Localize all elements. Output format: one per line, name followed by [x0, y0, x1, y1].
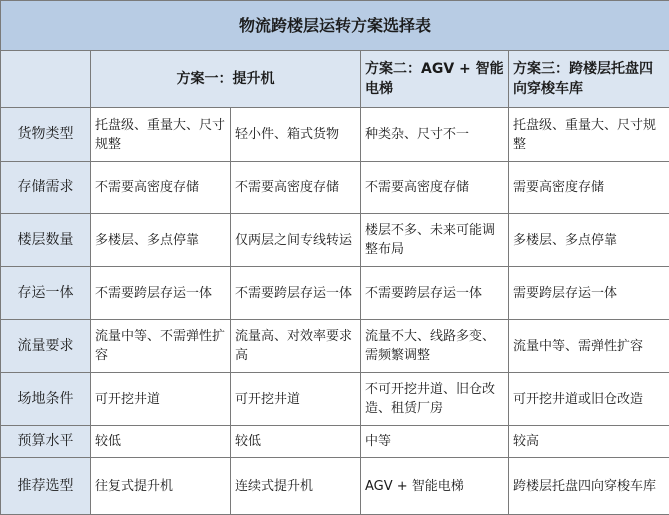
table-cell: 流量中等、需弹性扩容	[509, 320, 669, 373]
table-cell: 往复式提升机	[91, 458, 231, 515]
header-option-2: 方案二：AGV + 智能电梯	[361, 51, 509, 108]
table-cell: 种类杂、尺寸不一	[361, 108, 509, 162]
table-cell: 不需要跨层存运一体	[91, 267, 231, 320]
table-cell: 不需要高密度存储	[231, 162, 361, 214]
row-label: 楼层数量	[1, 214, 91, 267]
table-title: 物流跨楼层运转方案选择表	[1, 1, 669, 51]
table-row	[1, 458, 669, 515]
table-cell: 可开挖井道或旧仓改造	[509, 373, 669, 426]
row-label: 存运一体	[1, 267, 91, 320]
table-row	[1, 267, 669, 320]
table-cell: 不需要跨层存运一体	[361, 267, 509, 320]
header-option-3: 方案三：跨楼层托盘四向穿梭车库	[509, 51, 669, 108]
table-cell: 托盘级、重量大、尺寸规整	[91, 108, 231, 162]
row-label: 存储需求	[1, 162, 91, 214]
table-row	[1, 426, 669, 458]
table-cell: 流量不大、线路多变、需频繁调整	[361, 320, 509, 373]
table-row	[1, 162, 669, 214]
table-cell: 中等	[361, 426, 509, 458]
header-corner-cell	[1, 51, 91, 108]
table-cell: 较高	[509, 426, 669, 458]
table-cell: 托盘级、重量大、尺寸规整	[509, 108, 669, 162]
table-cell: 不需要跨层存运一体	[231, 267, 361, 320]
table-row	[1, 214, 669, 267]
table-cell: AGV + 智能电梯	[361, 458, 509, 515]
row-label: 流量要求	[1, 320, 91, 373]
title-row	[1, 1, 669, 51]
table-row	[1, 320, 669, 373]
header-row	[1, 51, 669, 108]
table-cell: 跨楼层托盘四向穿梭车库	[509, 458, 669, 515]
table-cell: 仅两层之间专线转运	[231, 214, 361, 267]
table-row	[1, 373, 669, 426]
table-cell: 较低	[91, 426, 231, 458]
table-cell: 多楼层、多点停靠	[91, 214, 231, 267]
table-cell: 楼层不多、未来可能调整布局	[361, 214, 509, 267]
table-cell: 可开挖井道	[231, 373, 361, 426]
table-cell: 不需要高密度存储	[91, 162, 231, 214]
table-cell: 不需要高密度存储	[361, 162, 509, 214]
row-label: 预算水平	[1, 426, 91, 458]
table-cell: 连续式提升机	[231, 458, 361, 515]
row-label: 场地条件	[1, 373, 91, 426]
table-cell: 流量高、对效率要求高	[231, 320, 361, 373]
row-label: 货物类型	[1, 108, 91, 162]
table-cell: 流量中等、不需弹性扩容	[91, 320, 231, 373]
table-cell: 需要高密度存储	[509, 162, 669, 214]
row-label: 推荐选型	[1, 458, 91, 515]
table-row	[1, 108, 669, 162]
table-cell: 轻小件、箱式货物	[231, 108, 361, 162]
table-cell: 多楼层、多点停靠	[509, 214, 669, 267]
table-cell: 较低	[231, 426, 361, 458]
table-cell: 可开挖井道	[91, 373, 231, 426]
header-option-1: 方案一：提升机	[91, 51, 361, 108]
table-cell: 需要跨层存运一体	[509, 267, 669, 320]
table-cell: 不可开挖井道、旧仓改造、租赁厂房	[361, 373, 509, 426]
